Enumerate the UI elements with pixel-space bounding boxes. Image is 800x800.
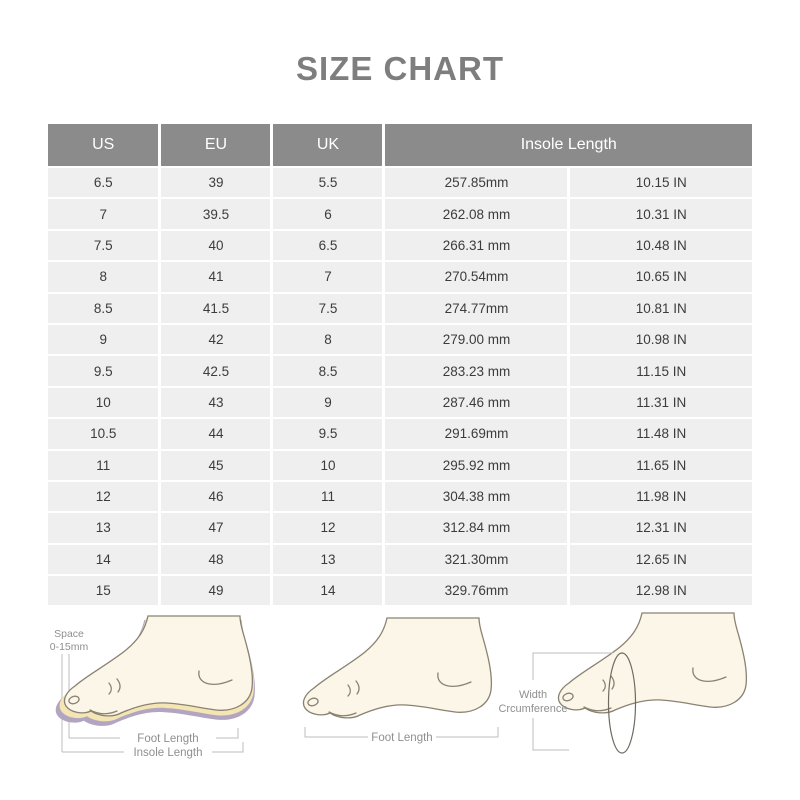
size-table [48,124,752,605]
eu-cell: 44 [160,418,272,449]
us-cell: 11 [48,450,160,481]
eu-cell: 41 [160,261,272,292]
insole-mm-cell: 291.69mm [384,418,569,449]
insole-mm-cell: 262.08 mm [384,198,569,229]
insole-in-cell: 10.31 IN [569,198,752,229]
us-cell: 12 [48,481,160,512]
us-cell: 14 [48,544,160,575]
uk-cell: 10 [272,450,384,481]
uk-cell: 13 [272,544,384,575]
uk-cell: 11 [272,481,384,512]
table-row [48,261,752,292]
insole-in-cell: 10.98 IN [569,324,752,355]
space-label-line1: Space [54,628,84,640]
uk-cell: 6.5 [272,230,384,261]
insole-mm-cell: 312.84 mm [384,512,569,543]
insole-mm-cell: 287.46 mm [384,387,569,418]
foot-side-view [558,613,746,713]
insole-mm-cell: 279.00 mm [384,324,569,355]
insole-mm-cell: 266.31 mm [384,230,569,261]
table-row [48,324,752,355]
eu-cell: 40 [160,230,272,261]
table-row [48,230,752,261]
insole-mm-cell: 283.23 mm [384,355,569,386]
size-table-body [48,167,752,605]
us-cell: 7.5 [48,230,160,261]
insole-in-cell: 10.15 IN [569,167,752,198]
table-row [48,418,752,449]
insole-in-cell: 10.65 IN [569,261,752,292]
eu-cell: 39.5 [160,198,272,229]
table-row [48,293,752,324]
space-label-line2: 0-15mm [49,641,89,653]
table-row [48,387,752,418]
insole-in-cell: 11.48 IN [569,418,752,449]
us-cell: 13 [48,512,160,543]
uk-cell: 7.5 [272,293,384,324]
us-cell: 10 [48,387,160,418]
insole-mm-cell: 295.92 mm [384,450,569,481]
eu-cell: 43 [160,387,272,418]
eu-cell: 39 [160,167,272,198]
uk-cell: 8 [272,324,384,355]
eu-cell: 48 [160,544,272,575]
foot-outline [64,616,252,716]
header-insole-length: Insole Length [384,124,752,167]
insole-in-cell: 10.48 IN [569,230,752,261]
foot-side-view [303,618,491,718]
size-table-header [48,124,752,167]
us-cell: 10.5 [48,418,160,449]
table-row [48,355,752,386]
table-row [48,450,752,481]
us-cell: 8.5 [48,293,160,324]
us-cell: 8 [48,261,160,292]
uk-cell: 7 [272,261,384,292]
eu-cell: 46 [160,481,272,512]
foot-illustration-insole-length [28,606,278,776]
insole-in-cell: 11.31 IN [569,387,752,418]
us-cell: 15 [48,575,160,605]
foot-illustration-foot-length [290,606,510,776]
eu-cell: 45 [160,450,272,481]
insole-in-cell: 11.65 IN [569,450,752,481]
insole-mm-cell: 329.76mm [384,575,569,605]
us-cell: 9 [48,324,160,355]
insole-mm-cell: 270.54mm [384,261,569,292]
table-row [48,512,752,543]
insole-in-cell: 12.98 IN [569,575,752,605]
page-title: SIZE CHART [296,50,504,87]
us-cell: 7 [48,198,160,229]
table-row [48,481,752,512]
width-label-line1: Width [518,689,548,701]
header-row [48,124,752,167]
uk-cell: 14 [272,575,384,605]
uk-cell: 6 [272,198,384,229]
eu-cell: 42.5 [160,355,272,386]
header-eu: EU [160,124,272,167]
us-cell: 6.5 [48,167,160,198]
width-label-line2: Crcumference [498,703,568,715]
table-row [48,544,752,575]
eu-cell: 49 [160,575,272,605]
foot-length-label: Foot Length [371,732,433,744]
us-cell: 9.5 [48,355,160,386]
insole-in-cell: 10.81 IN [569,293,752,324]
insole-in-cell: 12.31 IN [569,512,752,543]
insole-mm-cell: 321.30mm [384,544,569,575]
uk-cell: 9.5 [272,418,384,449]
insole-in-cell: 11.98 IN [569,481,752,512]
insole-mm-cell: 257.85mm [384,167,569,198]
insole-length-label: Insole Length [133,747,203,759]
header-us: US [48,124,160,167]
insole-mm-cell: 274.77mm [384,293,569,324]
insole-mm-cell: 304.38 mm [384,481,569,512]
uk-cell: 9 [272,387,384,418]
eu-cell: 42 [160,324,272,355]
foot-illustration-width-circumference [480,600,780,780]
uk-cell: 8.5 [272,355,384,386]
uk-cell: 5.5 [272,167,384,198]
header-uk: UK [272,124,384,167]
foot-outline [303,618,491,718]
foot-outline [558,613,746,713]
eu-cell: 47 [160,512,272,543]
foot-length-label: Foot Length [137,733,199,745]
uk-cell: 12 [272,512,384,543]
eu-cell: 41.5 [160,293,272,324]
insole-in-cell: 11.15 IN [569,355,752,386]
table-row [48,167,752,198]
table-row [48,198,752,229]
insole-in-cell: 12.65 IN [569,544,752,575]
foot-side-view [56,616,255,726]
